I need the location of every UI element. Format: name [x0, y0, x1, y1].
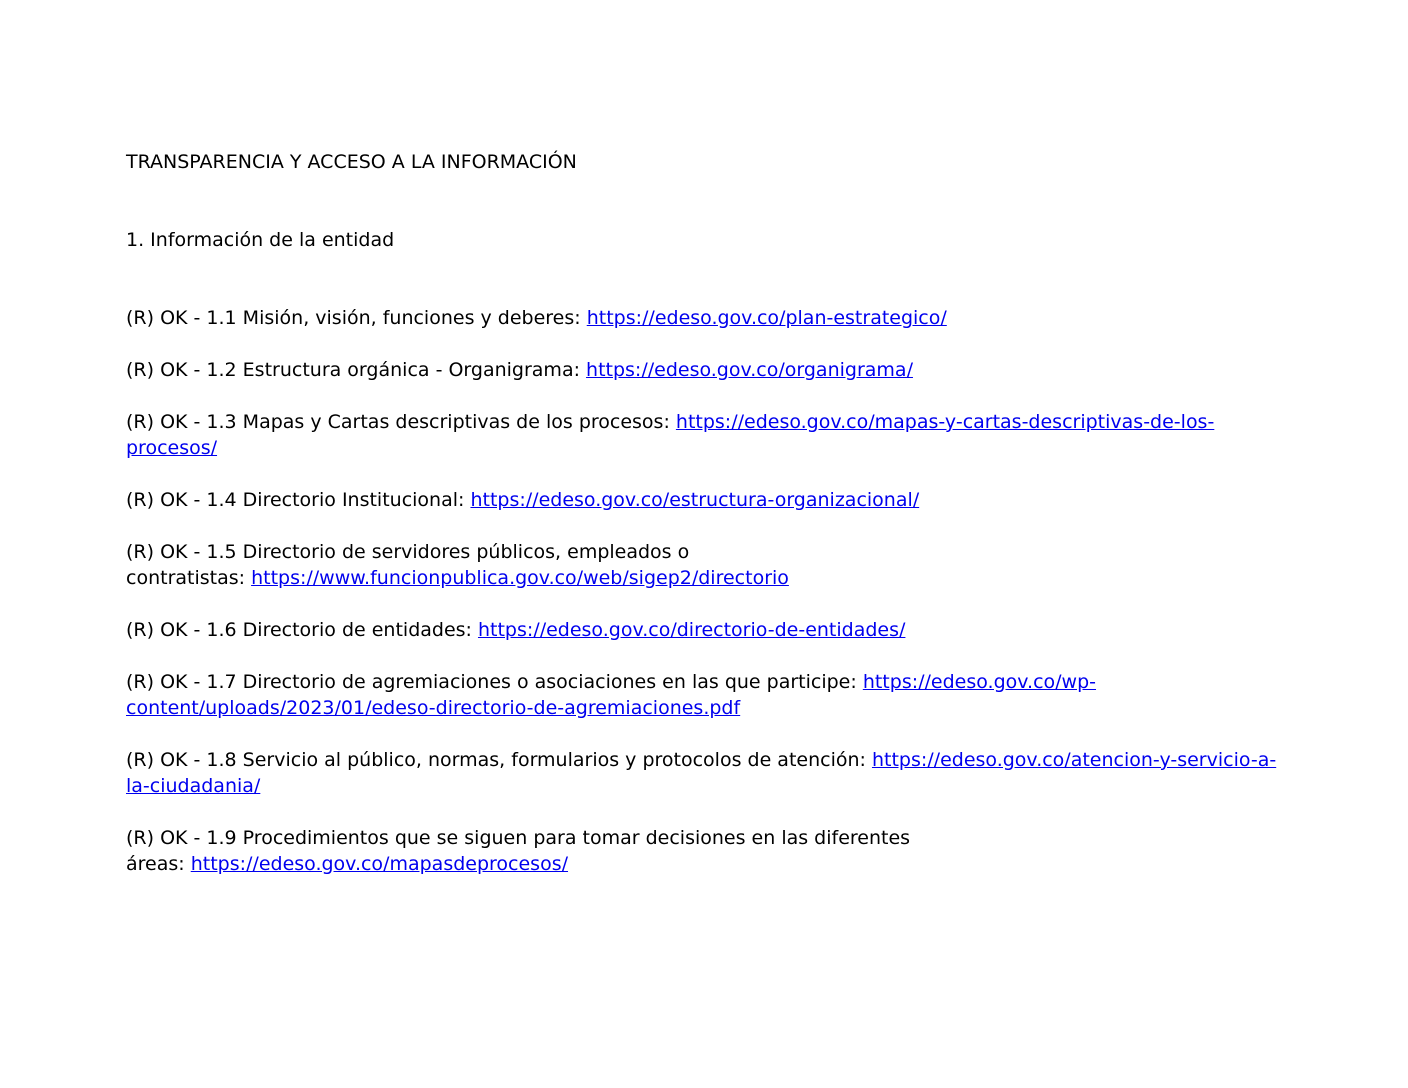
link-directorio-de-entidades[interactable]: https://edeso.gov.co/directorio-de-entidades/	[477, 619, 906, 641]
item-text: (R) OK - 1.8 Servicio al público, normas, formularios y protocolos de atención:	[126, 749, 872, 771]
item-text-continued: áreas:	[126, 853, 191, 875]
link-plan-estrategico[interactable]: https://edeso.gov.co/plan-estrategico/	[586, 307, 947, 329]
item-text-continued: contratistas:	[126, 567, 252, 589]
item-text: (R) OK - 1.2 Estructura orgánica - Organigrama:	[126, 359, 587, 381]
list-item-1-6	[126, 617, 1286, 643]
link-estructura-organizacional[interactable]: https://edeso.gov.co/estructura-organizacional/	[470, 489, 920, 511]
link-organigrama[interactable]: https://edeso.gov.co/organigrama/	[586, 359, 913, 381]
section-heading: 1. Información de la entidad	[126, 229, 395, 251]
item-text: (R) OK - 1.4 Directorio Institucional:	[126, 489, 471, 511]
list-item-1-8	[126, 747, 1286, 799]
list-item-1-4	[126, 487, 1286, 513]
list-item-1-2	[126, 357, 1286, 383]
link-atencion-ciudadania[interactable]: https://edeso.gov.co/atencion-y-servicio-a-la-ciudadania/	[126, 749, 1277, 797]
document-page	[126, 149, 1286, 877]
item-list	[126, 305, 1286, 877]
item-text: (R) OK - 1.9 Procedimientos que se siguen para tomar decisiones en las diferentes	[126, 827, 911, 849]
link-agremiaciones-pdf[interactable]: https://edeso.gov.co/wp-content/uploads/2023/01/edeso-directorio-de-agremiaciones.pdf	[126, 671, 1097, 719]
item-text: (R) OK - 1.7 Directorio de agremiaciones o asociaciones en las que participe:	[126, 671, 863, 693]
item-text: (R) OK - 1.5 Directorio de servidores públicos, empleados o	[126, 541, 690, 563]
item-text: (R) OK - 1.1 Misión, visión, funciones y deberes:	[126, 307, 587, 329]
link-mapas-y-cartas[interactable]: https://edeso.gov.co/mapas-y-cartas-descriptivas-de-los-procesos/	[126, 411, 1215, 459]
list-item-1-7	[126, 669, 1286, 721]
item-text: (R) OK - 1.6 Directorio de entidades:	[126, 619, 478, 641]
list-item-1-1	[126, 305, 1286, 331]
link-sigep2-directorio[interactable]: https://www.funcionpublica.gov.co/web/sigep2/directorio	[251, 567, 789, 589]
link-mapasdeprocesos[interactable]: https://edeso.gov.co/mapasdeprocesos/	[190, 853, 569, 875]
document-title: TRANSPARENCIA Y ACCESO A LA INFORMACIÓN	[126, 151, 577, 173]
list-item-1-3	[126, 409, 1286, 461]
list-item-1-5	[126, 539, 1286, 591]
item-text: (R) OK - 1.3 Mapas y Cartas descriptivas de los procesos:	[126, 411, 676, 433]
list-item-1-9	[126, 825, 1286, 877]
